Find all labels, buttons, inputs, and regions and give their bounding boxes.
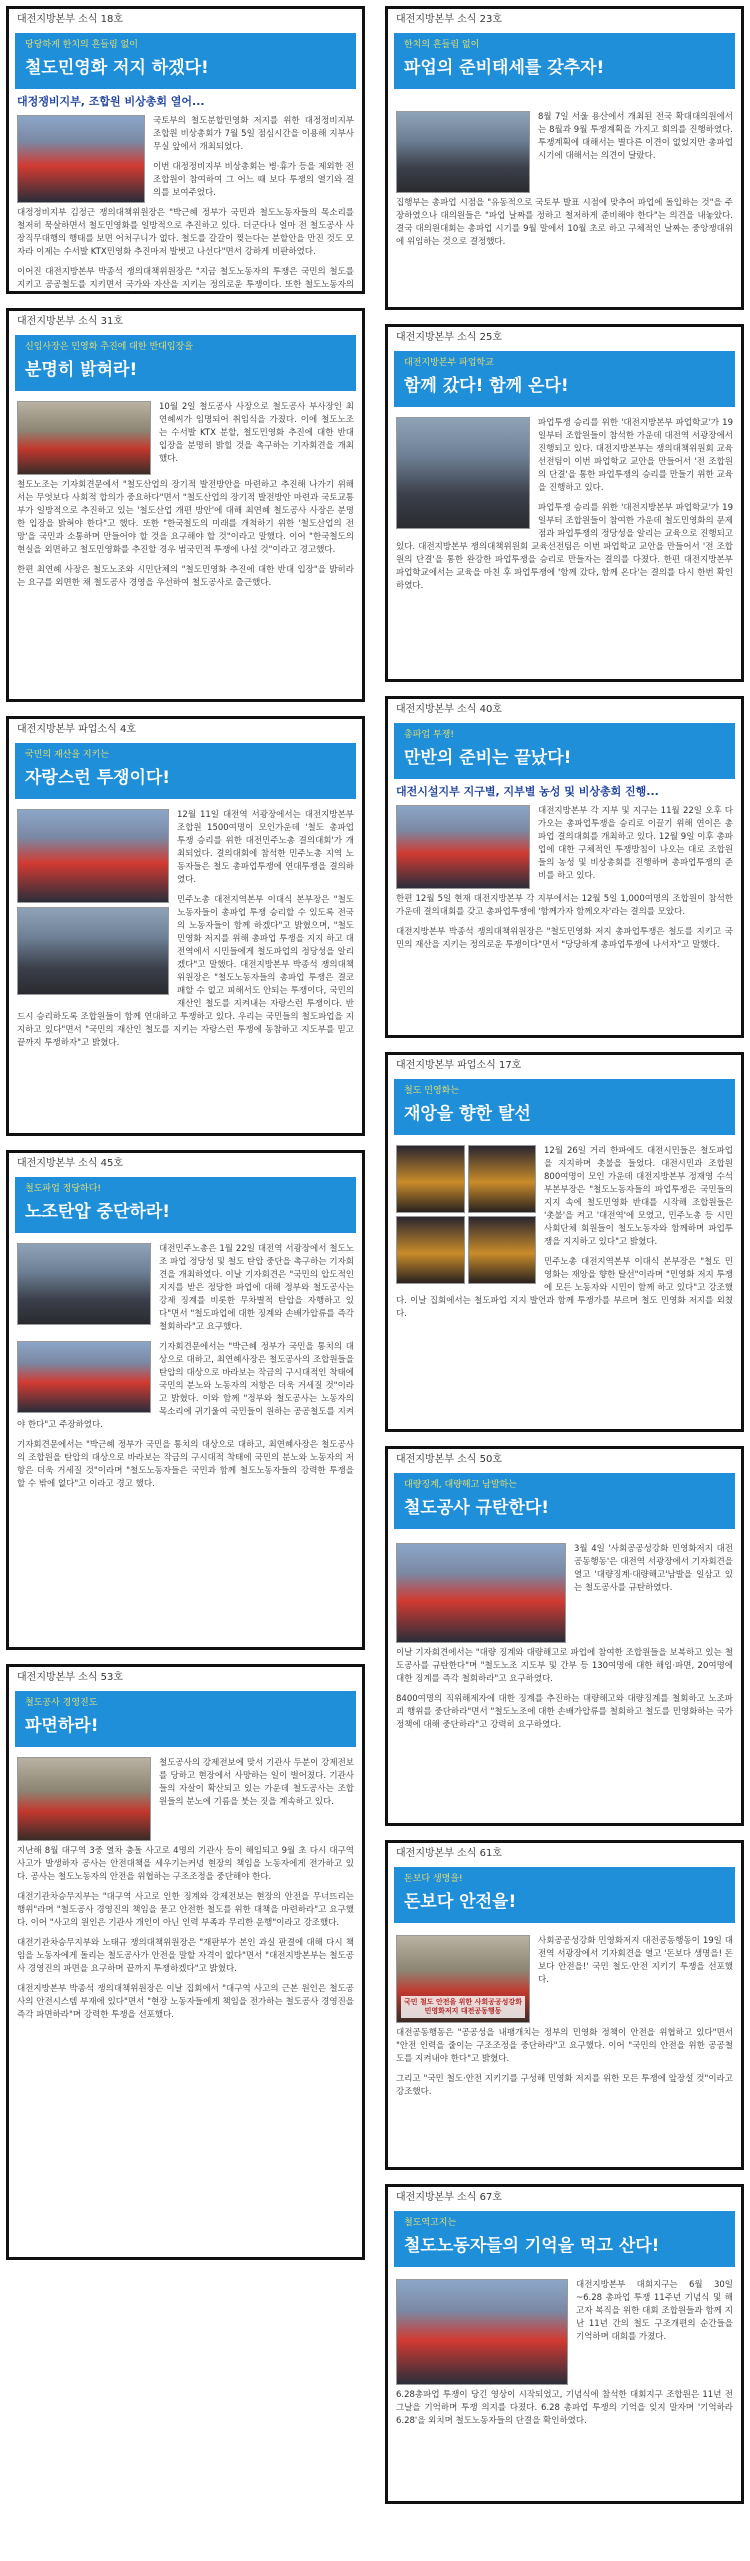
news-card (385, 1840, 744, 2170)
subheadline: 대전시설지부 지구별, 지부별 농성 및 비상총회 진행... (396, 785, 659, 798)
paragraph: 대전공동행동은 "공공성을 내팽개치는 정부의 민영화 정책이 안전을 위협하고 있다"면서 "안전 인력을 줄이는 구조조정을 중단하라"고 요구했다. 이어 "국민의 안전을 위한 공공철도를 지켜내야 한다"고 밝혔다. (396, 2028, 733, 2064)
paragraph: 파업투쟁 승리를 위한 '대전지방본부 파업학교'가 19일부터 조합원들이 참여한 가운데 철도민영화의 문제점과 파업투쟁의 정당성을 알리는 교육으로 진행되고 있다. 대전지방본부 쟁의대책위원회 교육선전팀은 이번 파업학교 교안을 만들어서 '전 조합원의 단결'을 통한 완강한 파업투쟁을 승리로 만들자는 결의를 다졌다. 한편 대전지방본부 파업학교에서는 교육을 마친 후 파업투쟁에 '함께 갔다, 함께 온다'는 결의를 다시 한번 확인하였다. (396, 503, 733, 591)
article-body (388, 89, 741, 253)
news-card (6, 1150, 365, 1650)
card-header: 대전지방본부 파업소식 17호 (396, 1060, 522, 1071)
headline: 함께 갔다! 함께 온다! (404, 376, 569, 396)
kicker: 대전지방본부 파업학교 (404, 358, 494, 368)
paragraph: 국토부의 철도분할민영화 저지를 위한 대정정비지부 조합원 비상총회가 7월 5일 점심시간을 이용해 지부사무실 앞에서 개최되었다. (153, 116, 354, 152)
kicker: 철도공사 경영진도 (25, 1698, 98, 1708)
headline: 분명히 밝혀라! (25, 360, 138, 380)
news-card (385, 324, 744, 682)
headline-banner (394, 1867, 735, 1923)
paragraph: 8월 7일 서울 용산에서 개최된 전국 확대대의원에서는 8월과 9월 투쟁계획을 가지고 회의를 진행하였다. 투쟁계획에 대해서는 별다른 이견이 없었지만 총파업 시기에 대해서는 의견이 달랐다. (538, 112, 733, 161)
headline-banner (394, 1079, 735, 1135)
card-header: 대전지방본부 파업소식 4호 (17, 724, 136, 735)
headline: 만반의 준비는 끝났다! (404, 748, 572, 768)
paragraph: 대전지방본부 박종석 쟁의대책위원장은 이날 집회에서 "대구역 사고의 근본 원인은 철도공사의 안전시스템 부재에 있다"면서 "현장 노동자들에게 책임을 전가하는 철도공사 경영진을 즉각 파면하라"며 강력한 투쟁을 선포했다. (17, 1984, 354, 2020)
paragraph: 10월 2일 철도공사 사장으로 철도공사 부사장인 최연혜씨가 임명되어 취임식을 가졌다. 이에 철도노조는 수서발 KTX 분할, 철도민영화 추진에 대한 반대 입장을 분명히 밝힐 것을 촉구하는 기자회견을 개최했다. (159, 402, 354, 464)
headline-banner (15, 1177, 356, 1233)
article-body (388, 407, 741, 597)
news-card (6, 6, 365, 294)
kicker: 신임사장은 민영화 추진에 대한 반대입장을 (25, 342, 193, 352)
news-card (385, 6, 744, 310)
news-photo (468, 1145, 537, 1213)
paragraph: 철도노조는 기자회견문에서 "철도산업의 장기적 발전방안을 마련하고 추진해 나가기 위해서는 무엇보다 사회적 합의가 중요하다"면서 "철도산업의 장기적 발전방안 마련과 국토교통부가 일방적으로 추진하고 있는 '철도산업 개편 방안'에 대해 최연혜 철도공사 사장은 분명한 입장을 밝혀야 한다"고 했다. 또한 "한국철도의 미래를 개척하기 위한 '철도산업의 전망'을 국민과 소통하며 만들어야 할 것을 요구해야 할 것"이라고 말했다. 이어 "한국철도의 현실을 외면하고 철도민영화를 추진할 경우 범국민적 투쟁에 나설 것"이라고 경고했다. (17, 480, 354, 555)
card-header: 대전지방본부 소식 50호 (396, 1454, 503, 1465)
news-card (385, 1446, 744, 1826)
card-header: 대전지방본부 소식 67호 (396, 2192, 503, 2203)
headline-banner (394, 351, 735, 407)
kicker: 한치의 흔들림 없이 (404, 40, 480, 50)
paragraph: 기자회견문에서는 "박근혜 정부가 국민을 통치의 대상으로 대하고, 최연혜사장은 철도공사의 조합원을 탄압의 대상으로 바라보는 작금의 구시대적 착태에 국민의 분노와 노동자의 저항은 더욱 거세질 것"이라며 "철도노동자들은 국민과 함께 철도노동자들의 강력한 투쟁을 할 수 밖에 없다"고 이라고 경고 했다. (17, 1440, 354, 1489)
paragraph: 대전기관차승무지부는 "대구역 사고로 인한 징계와 강제전보는 현장의 안전을 무너뜨리는 행위"라며 "철도공사 경영진의 책임을 묻고 안전한 철도를 위한 대책을 마련하라"고 요구했다. 이어 "사고의 원인은 기관사 개인이 아닌 인력 부족과 무리한 운행"이라고 강조했다. (17, 1892, 354, 1928)
news-card (6, 308, 365, 702)
headline-banner (394, 2211, 735, 2267)
headline-banner (15, 335, 356, 391)
kicker: 대량징계, 대량해고 남발하는 (404, 1480, 517, 1490)
card-header: 대전지방본부 소식 25호 (396, 332, 503, 343)
paragraph: 지난해 8월 대구역 3중 열차 충돌 사고로 4명의 기관사 등이 해임되고 9월 초 다시 대구역 사고가 발생하자 공사는 안전대책을 세우기는커녕 현장의 책임을 노동자에게 전가하고 있다. 공사는 철도노동자의 안전을 위협하는 구조조정을 중단해야 한다. (17, 1846, 354, 1882)
headline-banner (15, 33, 356, 89)
news-card (385, 696, 744, 1038)
news-photo (17, 401, 151, 475)
kicker: 철도역고지는 (404, 2218, 457, 2228)
paragraph: 철도공사의 강제전보에 맞서 기관사 두분이 강제전보를 당하고 현장에서 사망하는 일이 벌어졌다. 기관사들의 자살이 확산되고 있는 가운데 철도공사는 조합원들의 분노에 기름을 붓는 짓을 계속하고 있다. (159, 1758, 354, 1807)
headline-banner (15, 743, 356, 799)
kicker: 철도 민영화는 (404, 1086, 460, 1096)
news-photo (396, 1543, 566, 1643)
news-card (6, 716, 365, 1136)
article-body (9, 391, 362, 594)
paragraph: 12월 26일 거리 한파에도 대전시민들은 철도파업을 지지하며 촛불을 들었다. 대전시민과 조합원 800여명이 모인 가운데 대전지방본부 정재영 수석부본부장은 "철도노동자들의 파업투쟁은 국민들의 지지 속에 철도민영화 반대를 시작해 조합원들은 '촛불'을 켜고 '대전역'에 모였고, 민주노총 등 시민사회단체 회원들이 철도노동자와 함께하며 파업투쟁을 지지하고 있다"고 밝혔다. (544, 1146, 733, 1247)
paragraph: 8400여명의 직위해제자에 대한 징계를 추진하는 대량해고와 대량징계를 철회하고 노조파괴 행위를 중단하라"면서 "철도노조에 대한 손배가압류를 철회하고 철도를 민영화하는 국가정책에 대해 중단하라"고 강력히 요구하였다. (396, 1694, 733, 1730)
paragraph: 사회공공성강화 민영화저지 대전공동행동이 19일 대전역 서광장에서 기자회견을 열고 '돈보다 생명을! 돈보다 안전을!' 국민 철도·안전 지키기 투쟁을 선포했다. (538, 1936, 733, 1985)
paragraph: 이번 대정정비지부 비상총회는 병·휴가 등을 제외한 전 조합원이 참여하여 그 어느 때 보다 투쟁의 열기와 결의를 보여주었다. (153, 162, 354, 198)
article-body (388, 2267, 741, 2432)
paragraph: 파업투쟁 승리를 위한 '대전지방본부 파업학교'가 19일부터 조합원들이 참석한 가운데 대전역 서광장에서 진행되고 있다. 대전지방본부는 쟁의대책위원회 교육선전팀이 이번 파업학교 교안을 만들어서 '전 조합원의 단결'을 통한 파업투쟁의 승리를 만들기 위한 교육을 진행하고 있다. (538, 418, 733, 493)
news-photo (396, 1935, 530, 2023)
paragraph: 한편 최연혜 사장은 철도노조와 시민단체의 "철도민영화 추진에 대한 반대 입장"을 밝히라는 요구를 외면한 채 철도공사 경영을 우선하여 철도공사로 출근했다. (17, 565, 354, 588)
photo-caption: 국민 철도 안전을 위한 사회공공성강화 민영화저지 대전공동행동 (401, 1996, 525, 2018)
article-body (9, 1747, 362, 2026)
photo-grid (396, 1145, 536, 1284)
news-photo (17, 907, 169, 995)
headline-banner (15, 1691, 356, 1747)
headline: 노조탄압 중단하라! (25, 1202, 171, 1222)
news-photo (396, 417, 530, 529)
paragraph: 이어진 대전지방본부 박종석 쟁의대책위원장은 "지금 철도노동자의 투쟁은 국민의 철도를 지키고 공공철도를 지키면서 국가와 자산을 지키는 정의로운 투쟁이다. 또한 철도노동자의 (17, 267, 354, 290)
paragraph: 민주노총 대전지역본부 이대식 본부장은 "철도노동자들이 총파업 투쟁 승리할 수 있도록 전국의 노동자들이 함께 하겠다"고 밝혔으며, "철도 민영화 저지를 위해 총파업 투쟁을 지지 하고 대전역에서 시민들에게 철도파업의 정당성을 알리겠다"고 말했다. 대전지방본부 박종석 쟁의대책위원장은 "철도노동자들의 총파업 투쟁은 결코 패할 수 없고 피해서도 안되는 투쟁이다, 국민의 재산인 철도를 지켜내는 자랑스런 투쟁이다. 반드시 승리하도록 조합원들이 함께 연대하고 투쟁하고 있다. 우리는 국민들의 철도파업을 지지하고 있다"면서 "국민의 재산인 철도를 지키는 자랑스런 투쟁에 동참하고 지도부를 믿고 끝까지 투쟁하자"고 밝혔다. (17, 895, 354, 1048)
news-photo (17, 1341, 151, 1413)
headline-banner (394, 1473, 735, 1529)
paragraph: 대전지방본부 각 지부 및 지구는 11월 22일 오후 다가오는 총파업투쟁을 승리로 이끌기 위해 연이은 총파업 결의대회를 개최하고 있다. 12월 9일 이후 총파업에 대한 구체적인 투쟁방침이 나오는 대로 조합원들의 농성 및 비상총회를 진행하며 총파업투쟁의 준비를 하고 있다. (538, 806, 733, 881)
paragraph: 한편 12월 5일 현재 대전지방본부 각 지부에서는 12월 5일 1,000여명의 조합원이 참석한 가운데 결의대회를 갖고 총파업투쟁에 '함께가자 함께오자'라는 결의를 모았다. (396, 894, 733, 917)
headline: 철도노동자들의 기억을 먹고 산다! (404, 2236, 660, 2256)
news-card (385, 1052, 744, 1432)
paragraph: 대전지방본부 대회지구는 6월 30일~6.28 총파업 투쟁 11주년 기념식 및 해고자 복직을 위한 대회 조합원들과 함께 지난 11년 간의 철도 구조개편의 순간들을 기억하며 대회를 가졌다. (576, 2280, 733, 2342)
headline: 재앙을 향한 탈선 (404, 1104, 531, 1124)
right-column (385, 6, 744, 2518)
news-photo (396, 111, 530, 193)
article-body (388, 1923, 741, 2103)
paragraph: 대전민주노총은 1월 22일 대전역 서광장에서 철도노조 파업 정당성 및 철도 탄압 중단을 촉구하는 기자회견을 개최하였다. 이날 기자회견은 "국민의 압도적인 지지를 받은 정당한 파업에 대해 정부와 철도공사는 강제 징계를 비롯한 무차별적 탄압을 자행하고 있다"면서 "철도파업에 대한 징계와 손배가압류를 즉각 철회하라"고 요구했다. (159, 1244, 354, 1332)
news-photo (17, 115, 145, 203)
kicker: 총파업 투쟁! (404, 730, 454, 740)
subheadline: 대정쟁비지부, 조합원 비상총회 열어... (17, 95, 205, 108)
paragraph: 이날 기자회견에서는 "대량 징계와 대량해고로 파업에 참여한 조합원들을 보복하고 있는 철도공사를 규탄한다"며 "철도노조 지도부 및 간부 등 130여명에 대한 해임·파면, 20여명에 대한 징계를 즉각 철회하라"고 요구하였다. (396, 1648, 733, 1684)
kicker: 당당하게 한치의 흔들림 없이 (25, 40, 138, 50)
paragraph: 대전기관차승무지부와 노태규 쟁의대책위원장은 "재판부가 본인 과실 판결에 대해 다시 책임을 노동자에게 돌리는 철도공사가 안전을 말할 자격이 없다"면서 "대전지방본부는 철도공사 경영진의 파면을 요구하며 끝까지 투쟁하겠다"고 밝혔다. (17, 1938, 354, 1974)
paragraph: 6.28총파업 투쟁이 당긴 영상이 시작되었고, 기념식에 참석한 대회지구 조합원은 11년 전 그날을 기억하며 투쟁 의지를 다졌다. 6.28 총파업 투쟁의 기억을 잊지 말자며 '기억하라 6.28'을 외치며 철도노동자들의 단결을 확인하였다. (396, 2390, 733, 2426)
news-photo (17, 1243, 151, 1325)
kicker: 철도파업 정당하다! (25, 1184, 102, 1194)
headline: 자랑스런 투쟁이다! (25, 768, 171, 788)
left-column (6, 6, 365, 2274)
news-photo (396, 805, 530, 889)
paragraph: 기자회견문에서는 "박근혜 정부가 국민을 통치의 대상으로 대하고, 최연혜사장은 철도공사의 조합원들을 탄압의 대상으로 바라보는 작금의 구시대적인 착태에 국민의 분노와 노동자의 저항은 더욱 거세질 것"이라고 밝혔다. 이와 함께 "정부와 철도공사는 노동자의 목소리에 귀기울여 국민들이 원하는 공공철도를 지켜야 한다"고 주장하였다. (17, 1342, 354, 1430)
card-header: 대전지방본부 소식 31호 (17, 316, 124, 327)
paragraph: 그리고 "국민 철도·안전 지키기를 구성해 민영화 저지를 위한 모든 투쟁에 앞장설 것"이라고 강조했다. (396, 2074, 733, 2097)
article-body (388, 799, 741, 956)
card-header: 대전지방본부 소식 40호 (396, 704, 503, 715)
news-card (385, 2184, 744, 2504)
headline-banner (394, 723, 735, 779)
card-header: 대전지방본부 소식 18호 (17, 14, 124, 25)
news-photo (396, 2279, 568, 2385)
news-photo (468, 1216, 537, 1284)
headline: 돈보다 안전을! (404, 1892, 517, 1912)
card-header: 대전지방본부 소식 23호 (396, 14, 503, 25)
paragraph: 집행부는 총파업 시점을 "유동적으로 국토부 발표 시점에 맞추어 파업에 돌입하는 것"을 주장하였으나 대의원들은 "파업 날짜를 정하고 철저하게 준비해야 한다"는 의견을 내놓았다. 결국 대의원대회는 총파업 시기를 9월 말에서 10월 초로 하고 구체적인 날짜는 중앙쟁대위에 위임하는 것으로 결정했다. (396, 198, 733, 247)
paragraph: 12월 11일 대전역 서광장에서는 대전지방본부 조합원 1500여명이 모인가운데 '철도 총파업 투쟁 승리를 위한 대전민주노총 결의대회'가 개최되었다. 결의대회에 참석한 민주노총 지역 노동자들은 철도 총파업투쟁에 연대투쟁을 결의하였다. (177, 810, 354, 885)
news-photo (17, 1757, 151, 1841)
headline: 철도공사 규탄한다! (404, 1498, 550, 1518)
headline: 파면하라! (25, 1716, 99, 1736)
card-header: 대전지방본부 소식 53호 (17, 1672, 124, 1683)
card-header: 대전지방본부 소식 61호 (396, 1848, 503, 1859)
kicker: 국민의 재산을 지키는 (25, 750, 109, 760)
paragraph: 3월 4일 '사회공공성강화 민영화저지 대전공동행동'은 대전역 서광장에서 기자회견을 열고 '대량징계·대량해고'남발을 일삼고 있는 철도공사를 규탄하였다. (574, 1544, 733, 1593)
paragraph: 대정정비지부 김정근 쟁의대책위원장은 "박근혜 정부가 국민과 철도노동자들의 목소리를 철저히 묵살하면서 철도민영화를 일방적으로 추진하고 있다. 더군다나 얼마 전 철도공사 사장직무대행의 행태를 보면 어처구니가 없다. 철도를 갈갈이 찢는다는 분할안을 만진 것도 모자라 이제는 수서발 KTX민영화 추진마저 발벗고 나선다"면서 강하게 비판하였다. (17, 208, 354, 257)
card-header: 대전지방본부 소식 45호 (17, 1158, 124, 1169)
headline: 철도민영화 저지 하겠다! (25, 58, 209, 78)
news-photo (396, 1145, 465, 1213)
headline-banner (394, 33, 735, 89)
article-body (9, 799, 362, 1054)
article-body (388, 1529, 741, 1736)
article-body (9, 1233, 362, 1495)
article-body (388, 1135, 741, 1325)
news-photo (17, 809, 169, 903)
headline: 파업의 준비태세를 갖추자! (404, 58, 605, 78)
news-photo (396, 1216, 465, 1284)
kicker: 돈보다 생명을! (404, 1874, 463, 1884)
article-body (9, 109, 362, 294)
paragraph: 대전지방본부 박종석 쟁의대책위원장은 "철도민영화 저지 총파업투쟁은 철도를 지키고 국민의 재산을 지키는 정의로운 투쟁이다"면서 "당당하게 총파업투쟁에 나서자"고 말했다. (396, 927, 733, 950)
paragraph: 민주노총 대전지역본부 이대식 본부장은 "철도 민영화는 재앙을 향한 탈선"이라며 "민영화 저지 투쟁에 모든 노동자와 시민이 함께 하고 있다"고 강조했다. 이날 집회에서는 철도파업 지지 발언과 함께 투쟁가를 부르며 철도 민영화 저지를 외쳤다. (396, 1257, 733, 1319)
news-card (6, 1664, 365, 2260)
